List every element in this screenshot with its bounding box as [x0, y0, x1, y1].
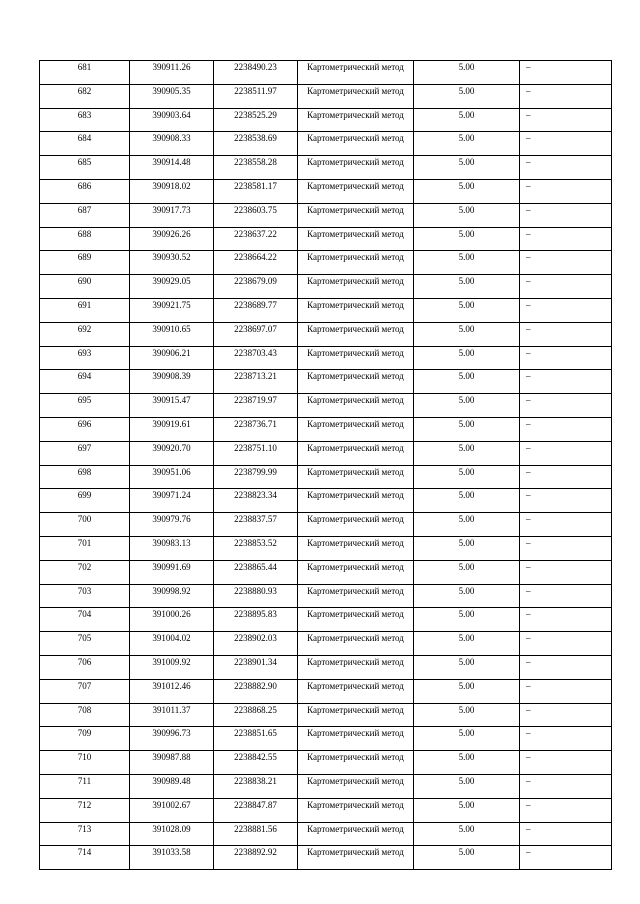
point-number-cell: 704 [40, 608, 130, 632]
x-coordinate-cell: 390921.75 [130, 298, 214, 322]
point-number-cell: 708 [40, 703, 130, 727]
method-cell: Картометрический метод [298, 251, 414, 275]
accuracy-cell: 5.00 [414, 536, 520, 560]
x-coordinate-cell: 390929.05 [130, 275, 214, 299]
note-cell: – [520, 703, 612, 727]
note-cell: – [520, 727, 612, 751]
y-coordinate-cell: 2238603.75 [214, 203, 298, 227]
y-coordinate-cell: 2238892.92 [214, 846, 298, 870]
y-coordinate-cell: 2238823.34 [214, 489, 298, 513]
x-coordinate-cell: 391012.46 [130, 679, 214, 703]
point-number-cell: 712 [40, 798, 130, 822]
x-coordinate-cell: 390930.52 [130, 251, 214, 275]
table-row [40, 108, 612, 132]
method-cell: Картометрический метод [298, 417, 414, 441]
point-number-cell: 699 [40, 489, 130, 513]
point-number-cell: 691 [40, 298, 130, 322]
table-row [40, 156, 612, 180]
method-cell: Картометрический метод [298, 465, 414, 489]
note-cell: – [520, 156, 612, 180]
note-cell: – [520, 179, 612, 203]
method-cell: Картометрический метод [298, 513, 414, 537]
y-coordinate-cell: 2238837.57 [214, 513, 298, 537]
accuracy-cell: 5.00 [414, 584, 520, 608]
point-number-cell: 688 [40, 227, 130, 251]
table-row [40, 346, 612, 370]
note-cell: – [520, 227, 612, 251]
x-coordinate-cell: 390903.64 [130, 108, 214, 132]
accuracy-cell: 5.00 [414, 846, 520, 870]
document-page [39, 60, 611, 870]
point-number-cell: 707 [40, 679, 130, 703]
point-number-cell: 689 [40, 251, 130, 275]
method-cell: Картометрический метод [298, 703, 414, 727]
y-coordinate-cell: 2238719.97 [214, 394, 298, 418]
accuracy-cell: 5.00 [414, 489, 520, 513]
accuracy-cell: 5.00 [414, 156, 520, 180]
table-row [40, 632, 612, 656]
note-cell: – [520, 560, 612, 584]
method-cell: Картометрический метод [298, 298, 414, 322]
method-cell: Картометрический метод [298, 560, 414, 584]
note-cell: – [520, 346, 612, 370]
accuracy-cell: 5.00 [414, 703, 520, 727]
x-coordinate-cell: 390920.70 [130, 441, 214, 465]
accuracy-cell: 5.00 [414, 346, 520, 370]
accuracy-cell: 5.00 [414, 774, 520, 798]
method-cell: Картометрический метод [298, 822, 414, 846]
accuracy-cell: 5.00 [414, 727, 520, 751]
x-coordinate-cell: 390911.26 [130, 61, 214, 85]
method-cell: Картометрический метод [298, 108, 414, 132]
table-row [40, 275, 612, 299]
method-cell: Картометрический метод [298, 156, 414, 180]
accuracy-cell: 5.00 [414, 251, 520, 275]
accuracy-cell: 5.00 [414, 108, 520, 132]
table-row [40, 298, 612, 322]
x-coordinate-cell: 390987.88 [130, 751, 214, 775]
accuracy-cell: 5.00 [414, 560, 520, 584]
method-cell: Картометрический метод [298, 846, 414, 870]
note-cell: – [520, 536, 612, 560]
note-cell: – [520, 61, 612, 85]
table-row [40, 132, 612, 156]
method-cell: Картометрический метод [298, 275, 414, 299]
point-number-cell: 711 [40, 774, 130, 798]
method-cell: Картометрический метод [298, 727, 414, 751]
note-cell: – [520, 679, 612, 703]
method-cell: Картометрический метод [298, 751, 414, 775]
accuracy-cell: 5.00 [414, 61, 520, 85]
table-row [40, 584, 612, 608]
accuracy-cell: 5.00 [414, 227, 520, 251]
note-cell: – [520, 203, 612, 227]
y-coordinate-cell: 2238902.03 [214, 632, 298, 656]
y-coordinate-cell: 2238736.71 [214, 417, 298, 441]
note-cell: – [520, 251, 612, 275]
note-cell: – [520, 632, 612, 656]
point-number-cell: 690 [40, 275, 130, 299]
y-coordinate-cell: 2238842.55 [214, 751, 298, 775]
table-row [40, 227, 612, 251]
note-cell: – [520, 608, 612, 632]
x-coordinate-cell: 391011.37 [130, 703, 214, 727]
table-row [40, 251, 612, 275]
point-number-cell: 698 [40, 465, 130, 489]
accuracy-cell: 5.00 [414, 632, 520, 656]
note-cell: – [520, 798, 612, 822]
y-coordinate-cell: 2238881.56 [214, 822, 298, 846]
x-coordinate-cell: 390926.26 [130, 227, 214, 251]
table-row [40, 846, 612, 870]
accuracy-cell: 5.00 [414, 370, 520, 394]
method-cell: Картометрический метод [298, 798, 414, 822]
table-row [40, 655, 612, 679]
method-cell: Картометрический метод [298, 441, 414, 465]
note-cell: – [520, 489, 612, 513]
method-cell: Картометрический метод [298, 132, 414, 156]
x-coordinate-cell: 390905.35 [130, 84, 214, 108]
point-number-cell: 684 [40, 132, 130, 156]
y-coordinate-cell: 2238713.21 [214, 370, 298, 394]
point-number-cell: 692 [40, 322, 130, 346]
note-cell: – [520, 394, 612, 418]
accuracy-cell: 5.00 [414, 798, 520, 822]
accuracy-cell: 5.00 [414, 465, 520, 489]
point-number-cell: 696 [40, 417, 130, 441]
y-coordinate-cell: 2238882.90 [214, 679, 298, 703]
accuracy-cell: 5.00 [414, 394, 520, 418]
x-coordinate-cell: 390996.73 [130, 727, 214, 751]
point-number-cell: 681 [40, 61, 130, 85]
y-coordinate-cell: 2238697.07 [214, 322, 298, 346]
method-cell: Картометрический метод [298, 179, 414, 203]
table-row [40, 703, 612, 727]
note-cell: – [520, 108, 612, 132]
method-cell: Картометрический метод [298, 584, 414, 608]
x-coordinate-cell: 391000.26 [130, 608, 214, 632]
accuracy-cell: 5.00 [414, 513, 520, 537]
table-row [40, 322, 612, 346]
note-cell: – [520, 322, 612, 346]
coordinates-table [39, 60, 612, 870]
table-row [40, 560, 612, 584]
method-cell: Картометрический метод [298, 655, 414, 679]
table-row [40, 751, 612, 775]
point-number-cell: 682 [40, 84, 130, 108]
y-coordinate-cell: 2238838.21 [214, 774, 298, 798]
table-row [40, 84, 612, 108]
table-row [40, 61, 612, 85]
point-number-cell: 703 [40, 584, 130, 608]
x-coordinate-cell: 390908.39 [130, 370, 214, 394]
point-number-cell: 714 [40, 846, 130, 870]
point-number-cell: 709 [40, 727, 130, 751]
x-coordinate-cell: 390998.92 [130, 584, 214, 608]
point-number-cell: 702 [40, 560, 130, 584]
table-row [40, 417, 612, 441]
table-row [40, 489, 612, 513]
table-row [40, 203, 612, 227]
x-coordinate-cell: 390919.61 [130, 417, 214, 441]
y-coordinate-cell: 2238538.69 [214, 132, 298, 156]
point-number-cell: 683 [40, 108, 130, 132]
y-coordinate-cell: 2238901.34 [214, 655, 298, 679]
y-coordinate-cell: 2238880.93 [214, 584, 298, 608]
note-cell: – [520, 132, 612, 156]
method-cell: Картометрический метод [298, 679, 414, 703]
accuracy-cell: 5.00 [414, 608, 520, 632]
x-coordinate-cell: 391028.09 [130, 822, 214, 846]
y-coordinate-cell: 2238865.44 [214, 560, 298, 584]
x-coordinate-cell: 391004.02 [130, 632, 214, 656]
table-row [40, 608, 612, 632]
point-number-cell: 710 [40, 751, 130, 775]
method-cell: Картометрический метод [298, 203, 414, 227]
table-row [40, 727, 612, 751]
note-cell: – [520, 584, 612, 608]
table-row [40, 179, 612, 203]
note-cell: – [520, 417, 612, 441]
point-number-cell: 685 [40, 156, 130, 180]
note-cell: – [520, 84, 612, 108]
note-cell: – [520, 513, 612, 537]
method-cell: Картометрический метод [298, 536, 414, 560]
table-row [40, 679, 612, 703]
accuracy-cell: 5.00 [414, 203, 520, 227]
method-cell: Картометрический метод [298, 227, 414, 251]
y-coordinate-cell: 2238558.28 [214, 156, 298, 180]
method-cell: Картометрический метод [298, 61, 414, 85]
table-row [40, 822, 612, 846]
y-coordinate-cell: 2238511.97 [214, 84, 298, 108]
x-coordinate-cell: 390971.24 [130, 489, 214, 513]
accuracy-cell: 5.00 [414, 132, 520, 156]
note-cell: – [520, 370, 612, 394]
accuracy-cell: 5.00 [414, 679, 520, 703]
method-cell: Картометрический метод [298, 346, 414, 370]
method-cell: Картометрический метод [298, 608, 414, 632]
point-number-cell: 697 [40, 441, 130, 465]
method-cell: Картометрический метод [298, 322, 414, 346]
y-coordinate-cell: 2238664.22 [214, 251, 298, 275]
accuracy-cell: 5.00 [414, 322, 520, 346]
x-coordinate-cell: 390951.06 [130, 465, 214, 489]
y-coordinate-cell: 2238847.87 [214, 798, 298, 822]
accuracy-cell: 5.00 [414, 441, 520, 465]
accuracy-cell: 5.00 [414, 822, 520, 846]
y-coordinate-cell: 2238799.99 [214, 465, 298, 489]
y-coordinate-cell: 2238490.23 [214, 61, 298, 85]
point-number-cell: 701 [40, 536, 130, 560]
note-cell: – [520, 822, 612, 846]
note-cell: – [520, 298, 612, 322]
x-coordinate-cell: 390983.13 [130, 536, 214, 560]
method-cell: Картометрический метод [298, 632, 414, 656]
note-cell: – [520, 774, 612, 798]
y-coordinate-cell: 2238689.77 [214, 298, 298, 322]
point-number-cell: 694 [40, 370, 130, 394]
accuracy-cell: 5.00 [414, 84, 520, 108]
y-coordinate-cell: 2238895.83 [214, 608, 298, 632]
y-coordinate-cell: 2238853.52 [214, 536, 298, 560]
x-coordinate-cell: 390915.47 [130, 394, 214, 418]
method-cell: Картометрический метод [298, 394, 414, 418]
x-coordinate-cell: 391002.67 [130, 798, 214, 822]
note-cell: – [520, 275, 612, 299]
method-cell: Картометрический метод [298, 774, 414, 798]
x-coordinate-cell: 390979.76 [130, 513, 214, 537]
point-number-cell: 713 [40, 822, 130, 846]
y-coordinate-cell: 2238679.09 [214, 275, 298, 299]
x-coordinate-cell: 390917.73 [130, 203, 214, 227]
accuracy-cell: 5.00 [414, 298, 520, 322]
y-coordinate-cell: 2238703.43 [214, 346, 298, 370]
point-number-cell: 693 [40, 346, 130, 370]
method-cell: Картометрический метод [298, 489, 414, 513]
y-coordinate-cell: 2238637.22 [214, 227, 298, 251]
point-number-cell: 706 [40, 655, 130, 679]
table-row [40, 394, 612, 418]
note-cell: – [520, 655, 612, 679]
accuracy-cell: 5.00 [414, 655, 520, 679]
accuracy-cell: 5.00 [414, 417, 520, 441]
accuracy-cell: 5.00 [414, 275, 520, 299]
note-cell: – [520, 441, 612, 465]
x-coordinate-cell: 390914.48 [130, 156, 214, 180]
x-coordinate-cell: 390908.33 [130, 132, 214, 156]
point-number-cell: 695 [40, 394, 130, 418]
x-coordinate-cell: 391009.92 [130, 655, 214, 679]
table-row [40, 798, 612, 822]
coordinates-table-body [40, 61, 612, 870]
note-cell: – [520, 465, 612, 489]
x-coordinate-cell: 390989.48 [130, 774, 214, 798]
point-number-cell: 687 [40, 203, 130, 227]
table-row [40, 774, 612, 798]
x-coordinate-cell: 390918.02 [130, 179, 214, 203]
table-row [40, 465, 612, 489]
method-cell: Картометрический метод [298, 84, 414, 108]
point-number-cell: 686 [40, 179, 130, 203]
y-coordinate-cell: 2238581.17 [214, 179, 298, 203]
x-coordinate-cell: 390991.69 [130, 560, 214, 584]
table-row [40, 370, 612, 394]
table-row [40, 536, 612, 560]
note-cell: – [520, 846, 612, 870]
method-cell: Картометрический метод [298, 370, 414, 394]
x-coordinate-cell: 390910.65 [130, 322, 214, 346]
y-coordinate-cell: 2238751.10 [214, 441, 298, 465]
y-coordinate-cell: 2238851.65 [214, 727, 298, 751]
y-coordinate-cell: 2238525.29 [214, 108, 298, 132]
point-number-cell: 705 [40, 632, 130, 656]
x-coordinate-cell: 390906.21 [130, 346, 214, 370]
y-coordinate-cell: 2238868.25 [214, 703, 298, 727]
accuracy-cell: 5.00 [414, 179, 520, 203]
note-cell: – [520, 751, 612, 775]
point-number-cell: 700 [40, 513, 130, 537]
table-row [40, 513, 612, 537]
table-row [40, 441, 612, 465]
x-coordinate-cell: 391033.58 [130, 846, 214, 870]
accuracy-cell: 5.00 [414, 751, 520, 775]
